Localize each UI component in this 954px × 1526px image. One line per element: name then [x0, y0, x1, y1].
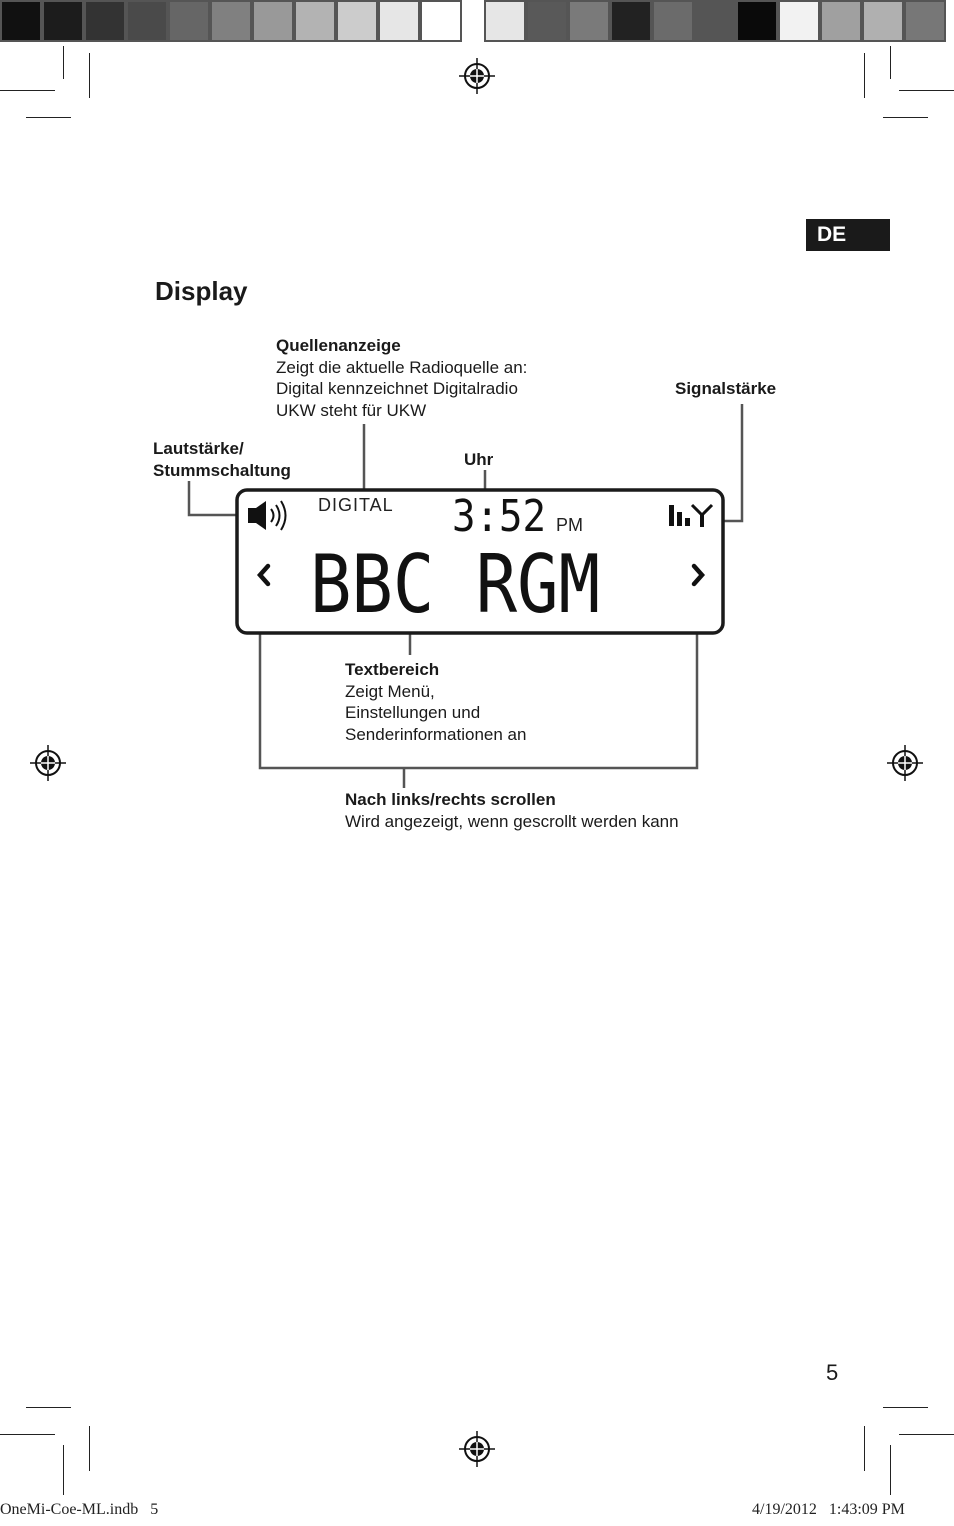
- callout-line: Wird angezeigt, wenn gescrollt werden kann: [345, 811, 679, 831]
- registration-mark-icon: [459, 1431, 495, 1467]
- crop-mark: [899, 1434, 954, 1435]
- lcd-source: DIGITAL: [318, 495, 394, 515]
- callout-line: Digital kennzeichnet Digitalradio: [276, 379, 518, 398]
- crop-mark: [89, 1426, 90, 1471]
- callout-heading: Textbereich: [345, 660, 440, 679]
- callout-line: UKW steht für UKW: [276, 400, 427, 420]
- language-tag: DE: [806, 219, 890, 251]
- crop-mark: [890, 1445, 891, 1495]
- callout-heading: Uhr: [464, 450, 494, 469]
- crop-mark: [883, 1407, 928, 1408]
- callout-heading: Signalstärke: [675, 379, 777, 398]
- page-number: 5: [826, 1360, 839, 1385]
- lcd-station: BBC RGM: [310, 538, 600, 631]
- callout-heading: Quellenanzeige: [276, 336, 401, 355]
- footer-file: OneMi-Coe-ML.indb 5: [0, 1501, 159, 1518]
- callout-heading: Lautstärke/: [153, 439, 244, 458]
- callout-line: Zeigt Menü,: [345, 681, 435, 701]
- crop-mark: [864, 1426, 865, 1471]
- callout-line: Einstellungen und: [345, 703, 481, 722]
- crop-mark: [63, 1445, 64, 1495]
- section-title: Display: [155, 276, 248, 306]
- footer-datetime: 4/19/2012 1:43:09 PM: [752, 1501, 905, 1518]
- callout-heading: Stummschaltung: [153, 460, 291, 480]
- callout-line: Zeigt die aktuelle Radioquelle an:: [276, 357, 528, 377]
- callout-line: Senderinformationen an: [345, 724, 527, 744]
- crop-mark: [0, 1434, 55, 1435]
- callout-heading: Nach links/rechts scrollen: [345, 790, 556, 809]
- lcd-ampm: PM: [556, 515, 583, 535]
- crop-mark: [26, 1407, 71, 1408]
- lcd-time: 3:52: [452, 491, 546, 542]
